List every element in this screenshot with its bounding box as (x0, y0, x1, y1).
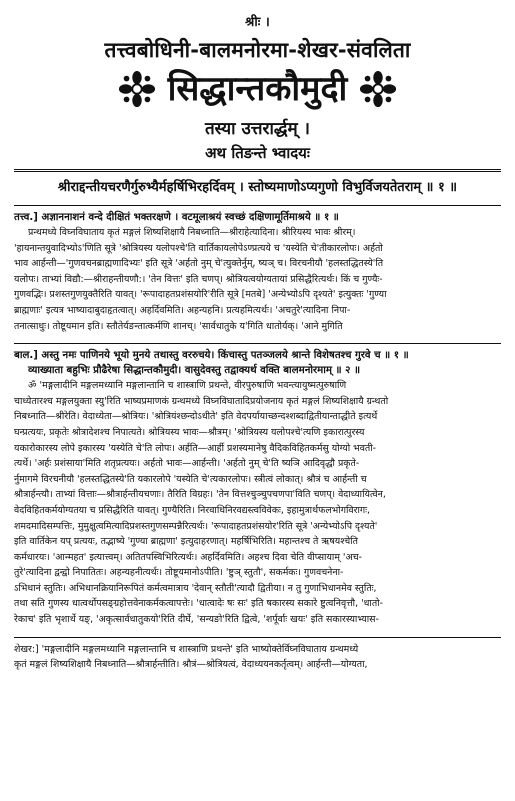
commentary-line: कृतं मङ्गलं शिष्यशिक्षायै निबध्नाति—श्रौत्रार्हन्तीति। श्रौत्रं—श्रोत्रियत्वं, वेदाध्ययनकर्तृत्वम्। आर्हन्ती—योग्यता, (14, 659, 368, 671)
commentary-line: 'हायनान्तयुवादिभ्योऽ'णिति सूत्रे 'श्रोत्रियस्य यलोपश्चे'ति वार्तिकायलोपेऽण्प्रत्यये च 'यस्येति चे'तीकारलोपः। अर्हतो (14, 242, 383, 254)
shekhara-commentary (14, 638, 501, 676)
commentary-verse: व्याख्याता बहुभिः प्रौढैरेषा सिद्धान्तकौमुदी। वासुदेवस्तु तद्वाक्यर्थ वक्ति बालमनोरमाम् ॥ २ ॥ (28, 365, 361, 377)
floral-ornament-icon (118, 70, 156, 108)
commentary-line: निबध्नाति—श्रीरेति। वेदाध्येता—श्रोत्रियः। 'श्रोत्रियंश्छन्दोऽधीते' इति वेदपर्यायाच्छन्दश्शब्दाद्वितीयान्ताद्धीते इत्यर्थे (14, 411, 378, 423)
floral-ornament-icon (359, 70, 397, 108)
invocation: श्रीः । (245, 15, 270, 30)
book-title: सिद्धान्तकौमुदी (167, 69, 348, 109)
sutra-line: श्रीराद्दन्तीयचरणैर्गुरुभ्यैर्महर्षिभिरहर्दिवम् । स्तोष्यमाणोऽप्यगुणो विभुर्विजयतेतराम् ॥ १ ॥ (57, 180, 458, 195)
commentary-line: श्रौत्रार्हन्त्यौ। ताभ्यां वित्ताः—श्रौत्रार्हन्तीयचणाः। तैरिति विग्रहः। 'तेन वित्तश्चुञ्चुपचणपा'विति चणप्। वेदाध्यायित्वेन, (14, 489, 386, 501)
commentary-line: ऽभिधानं स्तुतिः। अभिधानक्रियानिरूपितं कर्मत्वमात्राय 'देवान् स्तौती'त्यादौ द्वितीया। न तु गुणाभिधानमेव स्तुतिः, (14, 582, 377, 594)
commentary-line: प्रन्थमध्ये विघ्नविघाताय कृतं मङ्गलं शिष्यशिक्षायै निबध्नाति—श्रीराहेत्यादिना। श्रीरियस्य भावः श्रीरम्। (28, 227, 356, 238)
commentary-line: गुणवद्भिः। प्रशस्तगुणयुक्तैरिति यावत्। 'रूपादाहतप्रशंसयोरि'रीति सूत्रे [मतबे] 'अन्येभ्योऽपि दृश्यते' इत्युक्तः 'गुण्या (14, 289, 387, 301)
commentary-line: चाध्येतारश्च मङ्गलयुक्ता स्यु'रिति भाष्यप्रमाणकं ग्रन्थमध्ये विघ्नविघातादिप्रयोजनाय कृतं मङ्गलं शिष्यशिक्षायै ग्रन्थतो (14, 395, 389, 407)
commentary-line: त्यर्थे। 'अर्हः प्रशंसाया'मिति शतृप्रत्ययः। अर्हतो भावः—आर्हन्ती। 'अर्हतो नुम् चे'ति ष्यञि आदिवृद्धौ प्रकृते- (14, 458, 360, 470)
commentary-line: र्नुमागमे विरचनीयौ 'हलस्तद्धितस्ये'ति यकारलोपे 'यस्येति चे'त्यकारलोपः। स्त्रीत्वं लोकात्। श्रौत्रं च आर्हन्ती च (14, 473, 367, 485)
commentary-line: शमदमादिसम्पत्तिः, मुमुक्षुत्वमित्यादिप्रशस्तगुणसम्पन्नैरित्यर्थः। 'रूपादाहतप्रशंसयोर'रिति सूत्रे 'अन्येभ्योऽपि दृश्यते' (14, 520, 378, 532)
tattvabodhini-commentary (14, 206, 501, 337)
commentary-line: कर्मधारयः। 'आन्महत' इत्यात्त्वम्। अतितपस्विभिरित्यर्थः। अहर्दिवमिति। अहश्च दिवा चेति वीप्सायाम् 'अच- (14, 551, 362, 563)
commentary-verse: तत्त्व.] अज्ञाननाशनं वन्दे दीक्षितं भक्तरक्षणे । वटमूलाश्रयं स्वच्छं दक्षिणामूर्तिमाश्रये ॥ १ ॥ (14, 212, 339, 223)
commentary-line: ॐ 'मङ्गलादीनि मङ्गलमध्यानि मङ्गलान्तानि च शास्त्राणि प्रथन्ते, वीरपुरुषाणि भवन्त्यायुष्मत्पुरुषाणि (28, 380, 347, 392)
commentary-line: वेदविहितकर्मयोग्यतया च प्रसिद्धैरिति यावत्। गुण्यैरिति। निरवाधिनिरवद्यस्त्वविवेकः, इहामुत्रार्थफलभोगविरागः, (14, 504, 371, 516)
balamanorama-commentary (14, 344, 501, 631)
commentary-line: तनात्साधुः। तोष्टूयमान इति। स्तौतेर्यङन्तात्कर्मणि शानच्। 'सार्वधातुके य'गिति धातोर्यक्। 'आने मुगिति (14, 320, 343, 332)
commentary-line: तथा सति गुणस्य धात्वर्थोपसङ्ग्रहोत्तवेनाकर्मकत्वापत्तेः। 'धात्वादेः षः सः' इति षकारस्य सकारे ष्टुत्वनिवृत्तौ, 'धातो- (14, 598, 383, 610)
title-banner (14, 70, 501, 108)
commentary-line: शेखर:] 'मङ्गलादीनि मङ्गलमध्यानि मङ्गलान्तानि च शास्त्राणि प्रथन्ते' इति भाष्योक्तेर्विघ्नविघाताय ग्रन्थमध्ये (14, 643, 359, 655)
commentary-line: यकारोकारस्य लोपे इकारस्य 'यस्येति चे'ति लोपः। अर्हति—आर्ही प्रशस्यमानेषु वैदिकविहितकर्मसु योग्यो भवती- (14, 442, 377, 454)
main-title: तत्त्वबोधिनी-बालमनोरमा-शेखर-संवलिता (104, 38, 411, 62)
commentary-verse: बाल.] अस्तु नमः पाणिनये भूयो मुनये तथास्तु वररुचये। किंचास्तु पतञ्जलये श्रान्ते विशेषतश्च गुरवे च ॥ १ ॥ (14, 350, 409, 362)
commentary-line: ब्राह्मणाः' इत्यत्र भाष्यादाबुदाहृतत्वात्। अहर्दिवमिति। अहन्यहनि। प्रत्यहमित्यर्थः। 'अचतुरे'त्यादिना निपा- (14, 304, 351, 316)
section-title: अथ तिङन्ते भ्वादयः (205, 144, 310, 162)
commentary-line: यलोपः। ताभ्यां विद्यौ:—श्रीराहन्तीयणौ:। 'तेन वित्तः' इति चणप्। श्रोत्रियत्वयोग्यतायां प्रसिद्धैरित्यर्थः। किं च गुण्यैः- (14, 273, 383, 285)
commentary-line: रेकाच' इति भृशार्थे यङ्, 'अकृत्सार्वधातुकयो'रिति दीर्घे, 'सन्यङो'रिति द्वित्वे, 'शर्पूर्वाः खयः' इति सकारस्याभ्यास- (14, 614, 379, 626)
commentary-line: भाव आर्हन्ती—'गुणवचनब्राह्मणादिभ्यः' इति सूत्रे 'अर्हतो नुम् चे'त्युक्तेर्नुम्, ष्यञ् च। विरचनीयौ 'हलस्तद्धितस्ये'ति (14, 258, 384, 270)
commentary-line: तुरे'त्यादिना द्वन्द्वो निपातितः। अहन्यहनीत्यर्थः। तोष्टूयमानोऽपीति। 'ष्टुञ् स्तुतौ', सकर्मकः। गुणवचनेना- (14, 567, 344, 579)
sub-title: तस्या उत्तरार्द्धम् । (204, 119, 310, 139)
commentary-line: घन्प्रत्ययः, प्रकृतेः श्रोत्रादेशश्च निपात्यते। श्रोत्रियस्य भावः—श्रौत्रम्। 'श्रोत्रियस्य यलोपश्चे'त्यणि इकारात्पुरस्य (14, 426, 365, 438)
commentary-line: इति वार्तिकेन यप् प्रत्ययः, तद्भाष्ये 'गुण्या ब्राह्मणा' इत्युदाहरणात्। महर्षिभिरिति। महान्तश्च ते ऋषयश्चेति (14, 536, 358, 548)
